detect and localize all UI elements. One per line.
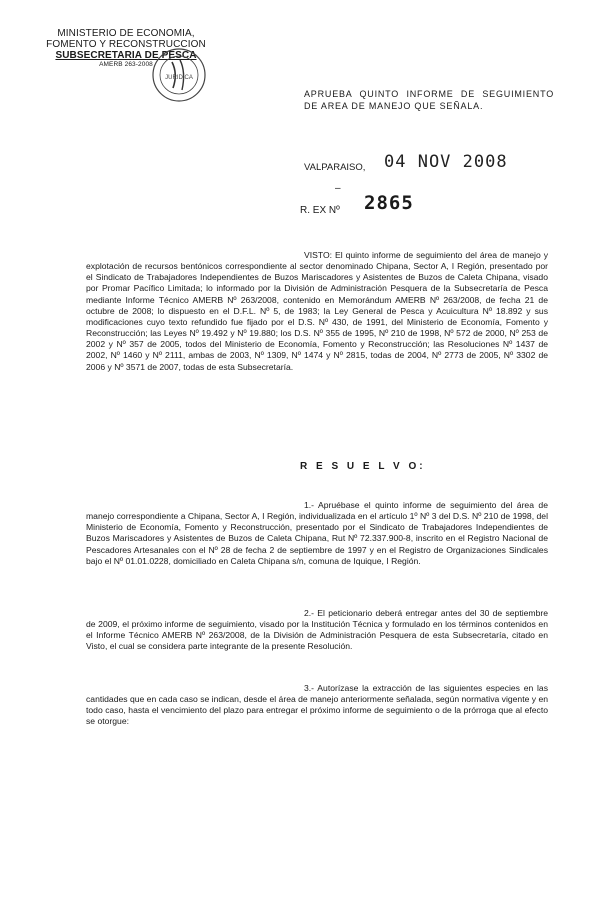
ministry-line-1: MINISTERIO DE ECONOMIA, [57, 28, 195, 39]
resolution-item-3: 3.- Autorízase la extracción de las siguientes especies en las cantidades que en cada caso se indican, desde el área de manejo anteriormente señalada, según normativa vigente y en todo caso, hasta el vencimiento del plazo para entregar el próximo informe de seguimiento o de la prórroga que al efecto se otorgue: [86, 683, 548, 727]
ministry-line-2: FOMENTO Y RECONSTRUCCION [46, 39, 206, 50]
resolution-item-1: 1.- Apruébase el quinto informe de seguimiento del área de manejo correspondiente a Chipana, Sector A, I Región, individualizada en el artículo 1º Nº 3 del D.S. Nº 210 de 1998, del Ministerio de Economía, Fomento y Reconstrucción, presentado por el Sindicato de Trabajadores Independientes de Buzos Mariscadores y Asistentes de Buzos de Caleta Chipana, Rut Nº 72.337.900-8, inscrito en el Registro Nacional de Pescadores Artesanales con el Nº 28 de fecha 2 de septiembre de 1997 y en el Registro de Organizaciones Sindicales bajo el Nº 01.01.0228, domiciliado en Caleta Chipana s/n, comuna de Iquique, I Región. [86, 500, 548, 566]
subsecretaria-title: SUBSECRETARIA DE PESCA [55, 50, 197, 61]
resolution-dash: – [335, 183, 341, 194]
resuelvo-heading: R E S U E L V O: [300, 461, 426, 472]
official-seal-stamp [150, 46, 208, 104]
amerb-reference: AMERB 263-2008 [99, 61, 153, 68]
visto-paragraph: VISTO: El quinto informe de seguimiento del área de manejo y explotación de recursos bentónicos correspondiente al sector denominado Chipana, Sector A, I Región, presentado por el Sindicato de Trabajadores Independientes de Buzos Mariscadores y Asistentes de Buzos de Caleta Chipana, visado por Promar Pacífico Limitada; lo informado por la División de Administración Pesquera de la Subsecretaría de Pesca mediante Informe Técnico AMERB Nº 263/2008, contenido en Memorándum AMERB Nº 263/2008, de fecha 21 de octubre de 2008; lo dispuesto en el D.F.L. Nº 5, de 1983; la Ley General de Pesca y Acuicultura Nº 18.892 y sus modificaciones cuyo texto refundido fue fijado por el D.S. Nº 430, de 1991, del Ministerio de Economía, Fomento y Reconstrucción; las Leyes Nº 19.492 y Nº 19.880; los D.S. Nº 355 de 1995, Nº 210 de 1998, Nº 572 de 2000, Nº 253 de 2002 y Nº 357 de 2005, todos del Ministerio de Economía, Fomento y Reconstrucción; las Resoluciones Nº 1437 de 2002, Nº 1460 y Nº 2111, ambas de 2003, Nº 1309, Nº 1474 y Nº 2815, todas de 2004, Nº 2773 de 2005, Nº 3302 de 2006 y Nº 3571 de 2007, todas de esta Subsecretaría. [86, 250, 548, 372]
resolution-subject: APRUEBA QUINTO INFORME DE SEGUIMIENTO DE AREA DE MANEJO QUE SEÑALA. [304, 89, 554, 111]
seal-text: JURIDICA [165, 75, 193, 81]
resolution-number: 2865 [364, 192, 414, 214]
resolution-prefix: R. EX Nº [300, 205, 340, 216]
resolution-item-2: 2.- El peticionario deberá entregar antes del 30 de septiembre de 2009, el próximo informe de seguimiento, visado por la Institución Técnica y formulado en los términos contenidos en el Informe Técnico AMERB Nº 263/2008, de la División de Administración Pesquera de esta Subsecretaría, citado en Visto, el cual se considera parte integrante de la presente Resolución. [86, 608, 548, 652]
date-city: VALPARAISO, [304, 162, 366, 173]
date-stamp: 04 NOV 2008 [384, 152, 508, 172]
